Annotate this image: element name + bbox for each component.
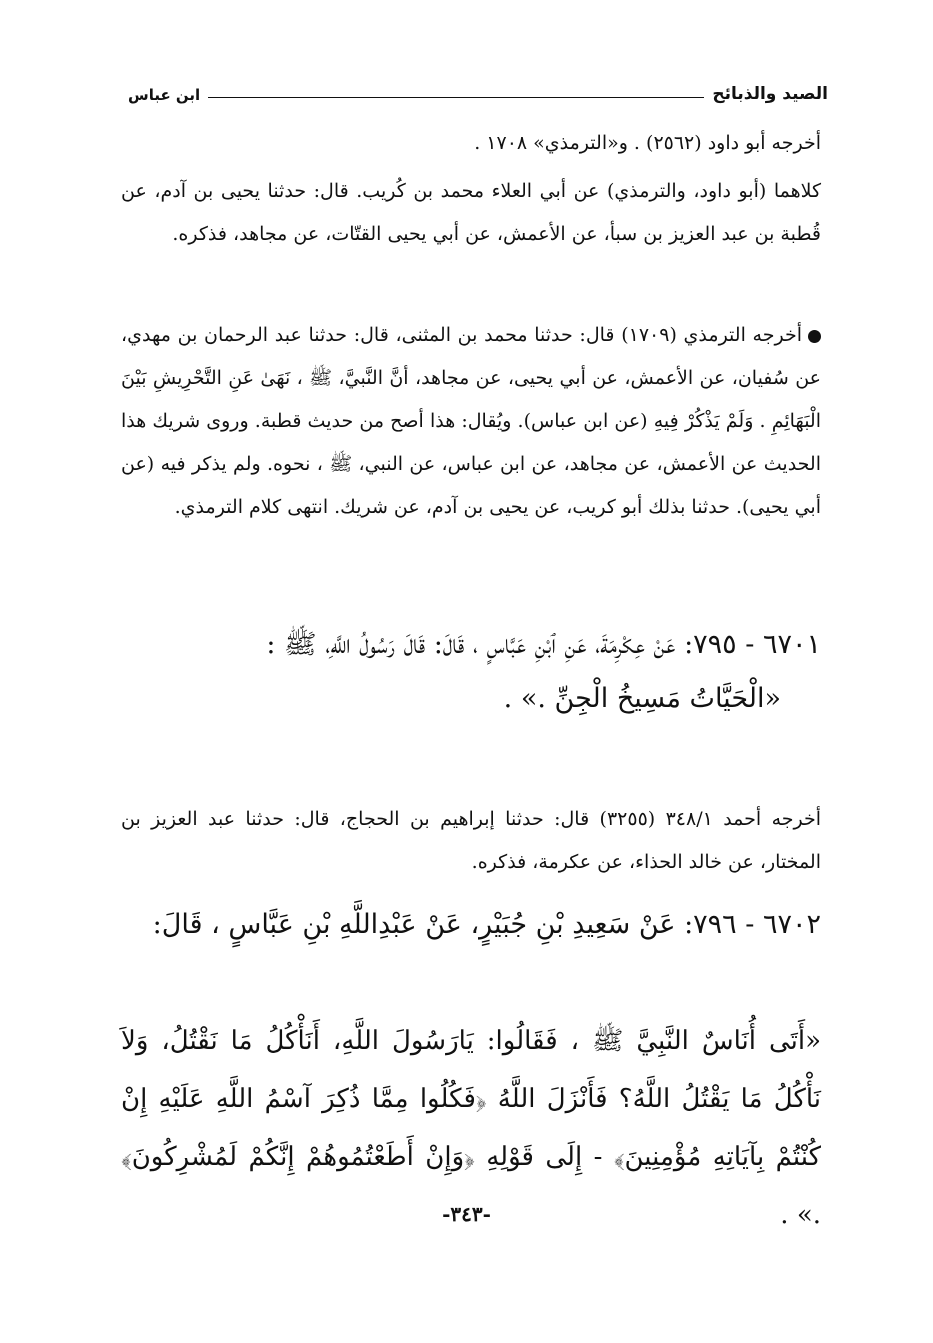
takhrij-note-4 [121,798,821,884]
header-rule [208,97,704,98]
hadith-795 [121,618,821,726]
takhrij-note-2 [121,170,821,256]
chapter-title: الصيد والذبائح [712,84,828,104]
page-number: -٣٤٣- [442,1202,491,1226]
hadith-796-isnad-block [121,898,821,952]
takhrij-note-4-text: أخرجه أحمد ٣٤٨/١ (٣٢٥٥) قال: حدثنا إبراهيم بن الحجاج، قال: حدثنا عبد العزيز بن المختار، عن خالد الحذاء، عن عكرمة، فذكره. [121,808,822,873]
narrator-title: ابن عباس [128,86,201,104]
hadith-795-isnad: ٦٧٠١ - ٧٩٥: عَنْ عِكْرِمَةَ، عَنِ ٱبْنِ عَبَّاسٍ ، قَالَ: قَالَ رَسُولُ اللَّهِ، ﷺ : [266,629,821,660]
bullet-icon [808,330,821,343]
takhrij-note-1-text: أخرجه أبو داود (٢٥٦٢) . و«الترمذي» ١٧٠٨ . [474,132,821,154]
takhrij-note-2-text: كلاهما (أبو داود، والترمذي) عن أبي العلاء محمد بن كُريب. قال: حدثنا يحيى بن آدم، عن قُطبة بن عبد العزيز بن سبأ، عن الأعمش، عن أبي يحيى القتّات، عن مجاهد، فذكره. [121,180,821,245]
running-header [128,74,828,104]
takhrij-note-3 [121,314,821,529]
hadith-796-isnad: ٦٧٠٢ - ٧٩٦: عَنْ سَعِيدِ بْنِ جُبَيْرٍ، عَنْ عَبْدِاللَّهِ بْنِ عَبَّاسٍ ، قَالَ: [152,909,821,940]
hadith-796-matn: «أَتَى أُنَاسٌ النَّبِيَّ ﷺ ، فَقَالُوا: يَارَسُولَ اللَّهِ، أَنَأْكُلُ مَا نَقْتُلُ، وَلاَ نَأْكُلُ مَا يَقْتُلُ اللَّهُ؟ فَأَنْزَلَ اللَّهُ ﴿فَكُلُوا مِمَّا ذُكِرَ آسْمُ اللَّهِ عَلَيْهِ إِنْ كُنْتُمْ بِآيَاتِهِ مُؤْمِنِينَ﴾ - إِلَى قَوْلِهِ ﴿وَإِنْ أَطَعْتُمُوهُمْ إِنَّكُمْ لَمُشْرِكُونَ﴾ .» . [121,1026,821,1230]
takhrij-note-1 [121,122,821,165]
hadith-795-matn: «الْحَيَّاتُ مَسِيخُ الْجِنِّ .» . [503,683,781,714]
takhrij-note-3-paragraph [121,314,821,529]
takhrij-note-3-text: أخرجه الترمذي (١٧٠٩) قال: حدثنا محمد بن المثنى، قال: حدثنا عبد الرحمان بن مهدي، عن سُفيان، عن الأعمش، عن أبي يحيى، عن مجاهد، أنَّ النَّبيَّ، ﷺ ، نَهَىٰ عَنِ التَّحْرِيشِ بَيْنَ الْبَهَائِمِ . وَلَمْ يَذْكُرْ فِيهِ (عن ابن عباس). ويُقال: هذا أصح من حديث قطبة. وروى شريك هذا الحديث عن الأعمش، عن مجاهد، عن ابن عباس، عن النبي، ﷺ ، نحوه. ولم يذكر فيه (عن أبي يحيى). حدثنا بذلك أبو كريب، عن يحيى بن آدم، عن شريك. انتهى كلام الترمذي. [121,324,821,518]
